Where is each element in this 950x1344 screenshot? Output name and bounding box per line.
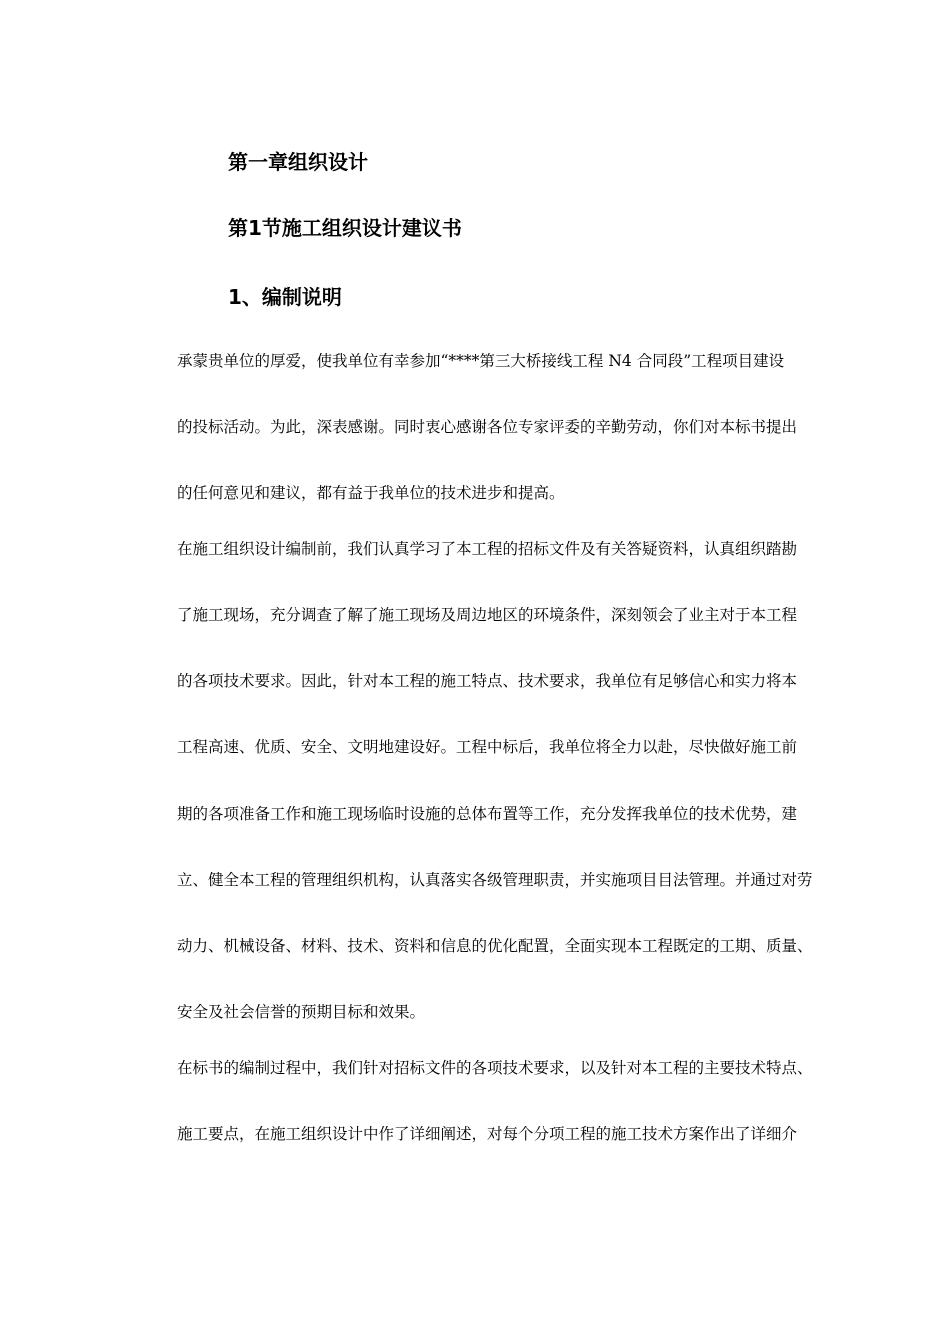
body-line-12: 在标书的编制过程中，我们针对招标文件的各项技术要求，以及针对本工程的主要技术特点、 xyxy=(177,1059,813,1077)
body-line-6: 的各项技术要求。因此，针对本工程的施工特点、技术要求，我单位有足够信心和实力将本 xyxy=(177,672,798,690)
body-line-3: 的任何意见和建议，都有益于我单位的技术进步和提高。 xyxy=(177,484,565,502)
body-line-10: 动力、机械设备、材料、技术、资料和信息的优化配置，全面实现本工程既定的工期、质量、 xyxy=(177,937,813,955)
body-line-11: 安全及社会信誉的预期目标和效果。 xyxy=(177,1003,426,1021)
body-line-13: 施工要点，在施工组织设计中作了详细阐述，对每个分项工程的施工技术方案作出了详细介 xyxy=(177,1125,798,1143)
body-line-2: 的投标活动。为此，深表感谢。同时衷心感谢各位专家评委的辛勤劳动，你们对本标书提出 xyxy=(177,418,798,436)
section-title: 第1节施工组织设计建议书 xyxy=(228,216,462,240)
body-line-9: 立、健全本工程的管理组织机构，认真落实各级管理职责，并实施项目目法管理。并通过对劳 xyxy=(177,871,813,889)
body-line-7: 工程高速、优质、安全、文明地建设好。工程中标后，我单位将全力以赴，尽快做好施工前 xyxy=(177,738,798,756)
body-line-1: 承蒙贵单位的厚爱，使我单位有幸参加“****第三大桥接线工程 N4 合同段”工程项目建设 xyxy=(177,352,785,370)
body-line-5: 了施工现场，充分调查了解了施工现场及周边地区的环境条件，深刻领会了业主对于本工程 xyxy=(177,606,798,624)
body-line-4: 在施工组织设计编制前，我们认真学习了本工程的招标文件及有关答疑资料，认真组织踏勘 xyxy=(177,540,798,558)
body-line-8: 期的各项准备工作和施工现场临时设施的总体布置等工作，充分发挥我单位的技术优势，建 xyxy=(177,805,798,823)
subsection-title: 1、编制说明 xyxy=(228,285,342,309)
chapter-title: 第一章组织设计 xyxy=(228,150,368,174)
